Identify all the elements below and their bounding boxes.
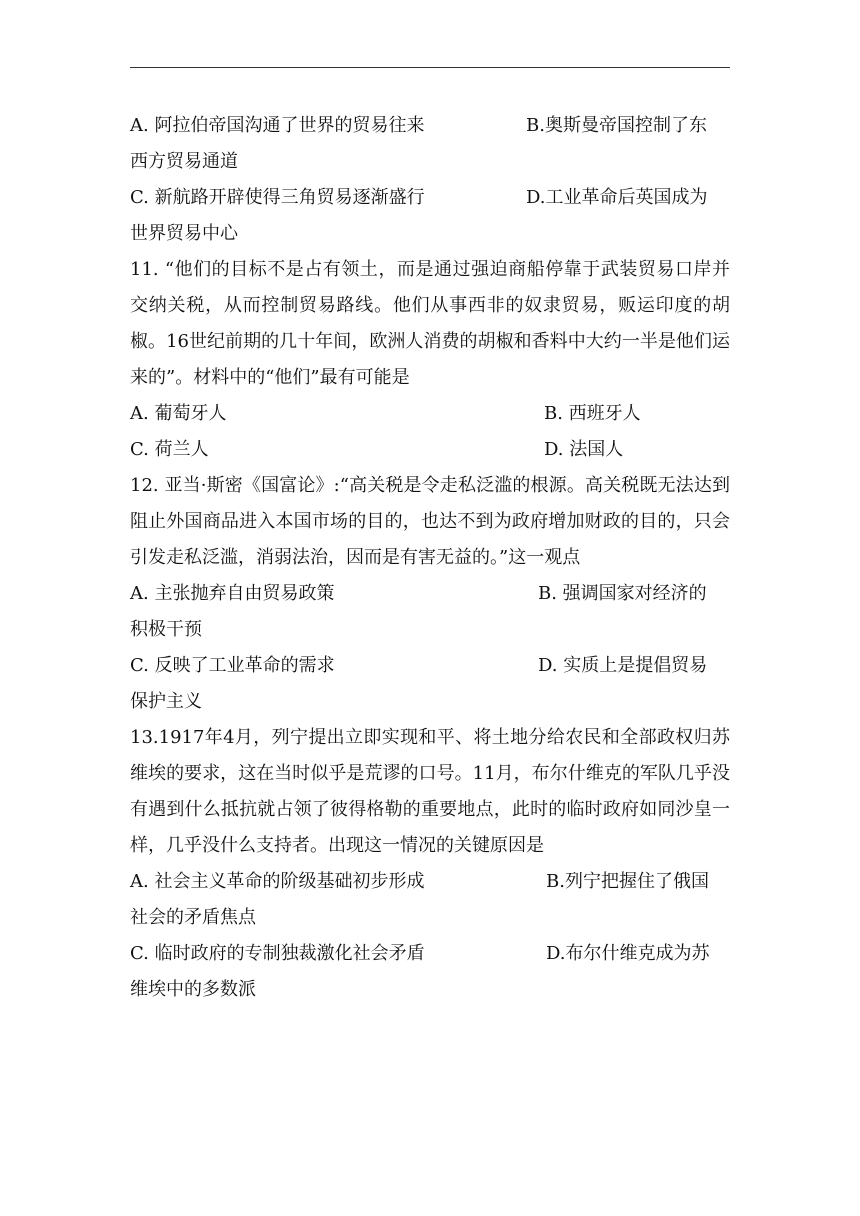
q11-options-ab	[130, 396, 730, 432]
header-rule	[130, 67, 730, 68]
q11-stem: 11. “他们的目标不是占有领土，而是通过强迫商船停靠于武装贸易口岸并交纳关税，从而控制贸易路线。他们从事西非的奴隶贸易，贩运印度的胡椒。16世纪前期的几十年间，欧洲人消费的胡椒和香料中大约一半是他们运来的”。材料中的“他们”最有可能是	[130, 259, 730, 388]
q11-option-d: D. 法国人	[544, 439, 624, 460]
q13-option-d-tail: 维埃中的多数派	[130, 979, 256, 1000]
q12-option-b-continued	[130, 612, 730, 648]
q10-option-a: A. 阿拉伯帝国沟通了世界的贸易往来	[130, 115, 425, 136]
q10-option-d-continued	[130, 216, 730, 252]
q12-options-cd	[130, 648, 730, 684]
q11-options-cd	[130, 432, 730, 468]
page-content	[130, 108, 730, 1008]
q13-option-a: A. 社会主义革命的阶级基础初步形成	[130, 871, 425, 892]
q12-option-c: C. 反映了工业革命的需求	[130, 655, 335, 676]
q10-option-b: B.奥斯曼帝国控制了东	[526, 115, 707, 136]
q13-stem: 13.1917年4月，列宁提出立即实现和平、将土地分给农民和全部政权归苏维埃的要求，这在当时似乎是荒谬的口号。11月，布尔什维克的军队几乎没有遇到什么抵抗就占领了彼得格勒的重要地点，此时的临时政府如同沙皇一样，几乎没什么支持者。出现这一情况的关键原因是	[130, 727, 730, 856]
q12-option-b: B. 强调国家对经济的	[538, 583, 707, 604]
q13-option-b-continued	[130, 900, 730, 936]
q13-option-b-tail: 社会的矛盾焦点	[130, 907, 256, 928]
q13-options-cd	[130, 936, 730, 972]
q13-option-c: C. 临时政府的专制独裁激化社会矛盾	[130, 943, 425, 964]
q13-option-d-continued	[130, 972, 730, 1008]
q11-option-a: A. 葡萄牙人	[130, 403, 227, 424]
q10-options-cd	[130, 180, 730, 216]
q12-stem: 12. 亚当·斯密《国富论》:“高关税是令走私泛滥的根源。高关税既无法达到阻止外国商品进入本国市场的目的，也达不到为政府增加财政的目的，只会引发走私泛滥，消弱法治，因而是有害无益的。”这一观点	[130, 475, 730, 568]
q12-option-a: A. 主张抛弃自由贸易政策	[130, 583, 335, 604]
q13-options-ab	[130, 864, 730, 900]
q10-option-b-continued	[130, 144, 730, 180]
q12-option-d-tail: 保护主义	[130, 691, 202, 712]
q10-option-d-tail: 世界贸易中心	[130, 223, 238, 244]
q11-option-c: C. 荷兰人	[130, 439, 209, 460]
q13-option-d: D.布尔什维克成为苏	[546, 943, 710, 964]
q11-option-b: B. 西班牙人	[544, 403, 641, 424]
q13-option-b: B.列宁把握住了俄国	[546, 871, 709, 892]
q12-option-d: D. 实质上是提倡贸易	[538, 655, 708, 676]
q10-options-ab	[130, 108, 730, 144]
q12-option-d-continued	[130, 684, 730, 720]
q12-options-ab	[130, 576, 730, 612]
q12-option-b-tail: 积极干预	[130, 619, 202, 640]
q10-option-d: D.工业革命后英国成为	[526, 187, 708, 208]
q10-option-b-tail: 西方贸易通道	[130, 151, 238, 172]
q10-option-c: C. 新航路开辟使得三角贸易逐渐盛行	[130, 187, 425, 208]
